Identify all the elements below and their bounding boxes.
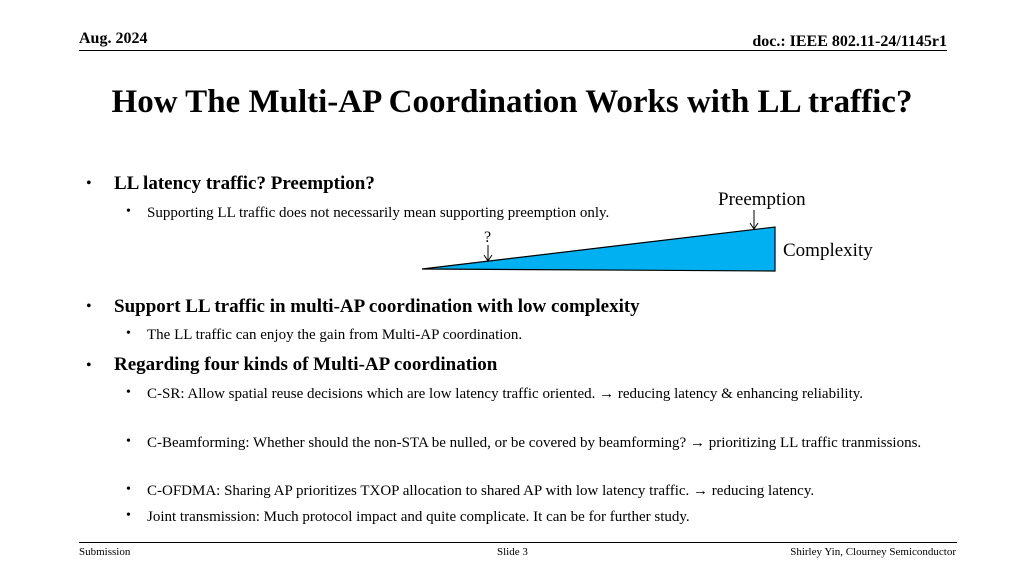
footer-author: Shirley Yin, Clourney Semiconductor (790, 546, 956, 558)
header-date: Aug. 2024 (79, 30, 148, 47)
slide-title: How The Multi-AP Coordination Works with LL traffic? (111, 84, 913, 120)
header-doc-id: doc.: IEEE 802.11-24/1145r1 (752, 33, 947, 50)
sub-bullet-dot: • (126, 385, 131, 400)
bullet-1-text: LL latency traffic? Preemption? (114, 173, 375, 194)
bullet-3-sub-4: Joint transmission: Much protocol impact and quite complicate. It can be for further study. (147, 509, 690, 525)
bullet-2-text: Support LL traffic in multi-AP coordination with low complexity (114, 296, 640, 317)
sub-bullet-dot: • (126, 204, 131, 219)
bullet-3-text: Regarding four kinds of Multi-AP coordination (114, 354, 498, 375)
sub-bullet-dot: • (126, 434, 131, 449)
bullet-dot: • (86, 357, 92, 374)
sub-bullet-dot: • (126, 326, 131, 341)
question-label: ? (484, 229, 492, 246)
sub-bullet-dot: • (126, 482, 131, 497)
bullet-1-sub-1: Supporting LL traffic does not necessarily mean supporting preemption only. (147, 205, 610, 221)
bullet-2-sub-1: The LL traffic can enjoy the gain from Multi-AP coordination. (147, 327, 523, 343)
header-divider (79, 50, 947, 51)
preemption-label: Preemption (718, 189, 806, 210)
footer-divider (79, 542, 957, 543)
complexity-wedge (422, 227, 775, 271)
bullet-3-sub-1: C-SR: Allow spatial reuse decisions which are low latency traffic oriented. → reducing latency & enhancing reliability. (147, 386, 864, 402)
bullet-3-sub-2: C-Beamforming: Whether should the non-STA be nulled, or be covered by beamforming? → prioritizing LL traffic tranmissions. (147, 435, 922, 451)
bullet-3-sub-3: C-OFDMA: Sharing AP prioritizes TXOP allocation to shared AP with low latency traffic. → reducing latency. (147, 483, 815, 499)
footer-submission: Submission (79, 546, 131, 558)
footer-slide-number: Slide 3 (497, 546, 528, 558)
sub-bullet-dot: • (126, 508, 131, 523)
bullet-dot: • (86, 298, 92, 315)
bullet-dot: • (86, 175, 92, 192)
complexity-wedge-diagram (418, 185, 898, 280)
complexity-label: Complexity (783, 240, 873, 261)
